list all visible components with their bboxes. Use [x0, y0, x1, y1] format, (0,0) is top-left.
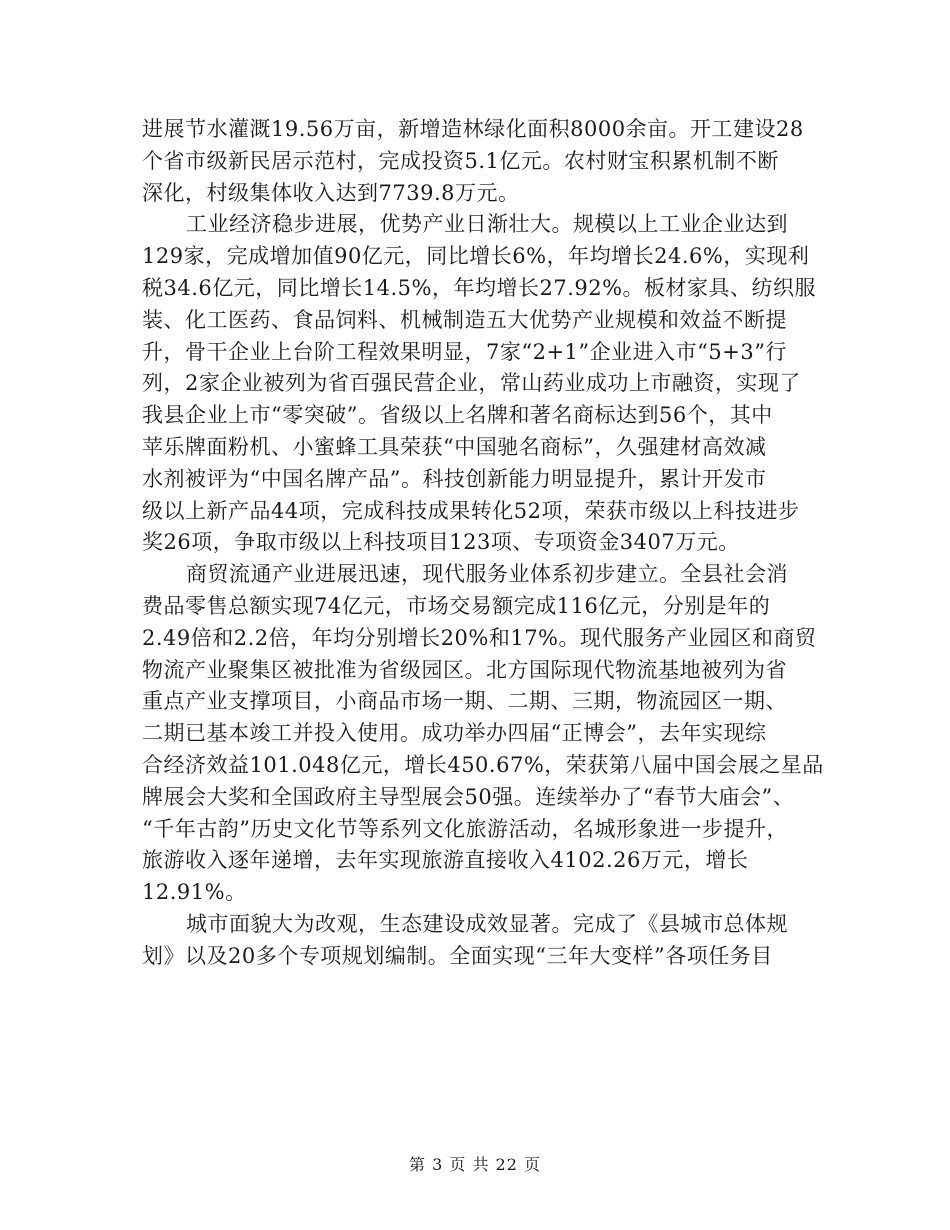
- text-line: 合经济效益101.048亿元，增长450.67%，荣获第八届中国会展之星品: [142, 752, 824, 777]
- text-line: 城市面貌大为改观，生态建设成效显著。完成了《县城市总体规: [186, 911, 788, 936]
- text-line: 装、化工医药、食品饲料、机械制造五大优势产业规模和效益不断提: [142, 307, 787, 332]
- text-line: 二期已基本竣工并投入使用。成功举办四届“正博会”，去年实现综: [142, 721, 767, 746]
- text-line: 我县企业上市“零突破”。省级以上名牌和著名商标达到56个，其中: [142, 403, 773, 428]
- text-line: 重点产业支撑项目，小商品市场一期、二期、三期，物流园区一期、: [142, 689, 787, 714]
- text-line: 牌展会大奖和全国政府主导型展会50强。连续举办了“春节大庙会”、: [142, 784, 795, 809]
- text-line: 级以上新产品44项，完成科技成果转化52项，荣获市级以上科技进步: [142, 498, 800, 523]
- text-line: 列，2家企业被列为省百强民营企业，常山药业成功上市融资，实现了: [142, 371, 801, 396]
- text-line: 物流产业聚集区被批准为省级园区。北方国际现代物流基地被列为省: [142, 657, 787, 682]
- text-line: 进展节水灌溉19.56万亩，新增造林绿化面积8000余亩。开工建设28: [142, 117, 804, 141]
- text-line: 水剂被评为“中国名牌产品”。科技创新能力明显提升，累计开发市: [142, 466, 767, 491]
- text-line: 划》以及20多个专项规划编制。全面实现“三年大变样”各项任务目: [142, 943, 773, 968]
- text-line: 129家，完成增加值90亿元，同比增长6%，年均增长24.6%，实现利: [142, 244, 810, 269]
- text-line: 升，骨干企业上台阶工程效果明显，7家“2+1”企业进入市“5+3”行: [142, 339, 787, 364]
- text-line: 苹乐牌面粉机、小蜜蜂工具荣获“中国驰名商标”，久强建材高效减: [142, 434, 767, 459]
- text-line: 旅游收入逐年递增，去年实现旅游直接收入4102.26万元，增长: [142, 848, 749, 873]
- text-line: 12.91%。: [142, 880, 247, 905]
- text-line: 税34.6亿元，同比增长14.5%，年均增长27.92%。板材家具、纺织服: [142, 275, 817, 300]
- text-line: 2.49倍和2.2倍，年均分别增长20%和17%。现代服务产业园区和商贸: [142, 625, 817, 650]
- page-number-footer: 第 3 页 共 22 页: [409, 1155, 541, 1174]
- document-body: [142, 114, 824, 973]
- text-line: “千年古韵”历史文化节等系列文化旅游活动，名城形象进一步提升，: [142, 816, 788, 841]
- text-line: 商贸流通产业进展迅速，现代服务业体系初步建立。全县社会消: [186, 562, 788, 587]
- text-line: 深化，村级集体收入达到7739.8万元。: [142, 180, 520, 205]
- text-line: 个省市级新民居示范村，完成投资5.1亿元。农村财宝积累机制不断: [142, 148, 779, 173]
- text-line: 工业经济稳步进展，优势产业日渐壮大。规模以上工业企业达到: [186, 212, 788, 237]
- text-line: 奖26项，争取市级以上科技项目123项、专项资金3407万元。: [142, 530, 740, 555]
- text-line: 费品零售总额实现74亿元，市场交易额完成116亿元，分别是年的: [142, 593, 771, 618]
